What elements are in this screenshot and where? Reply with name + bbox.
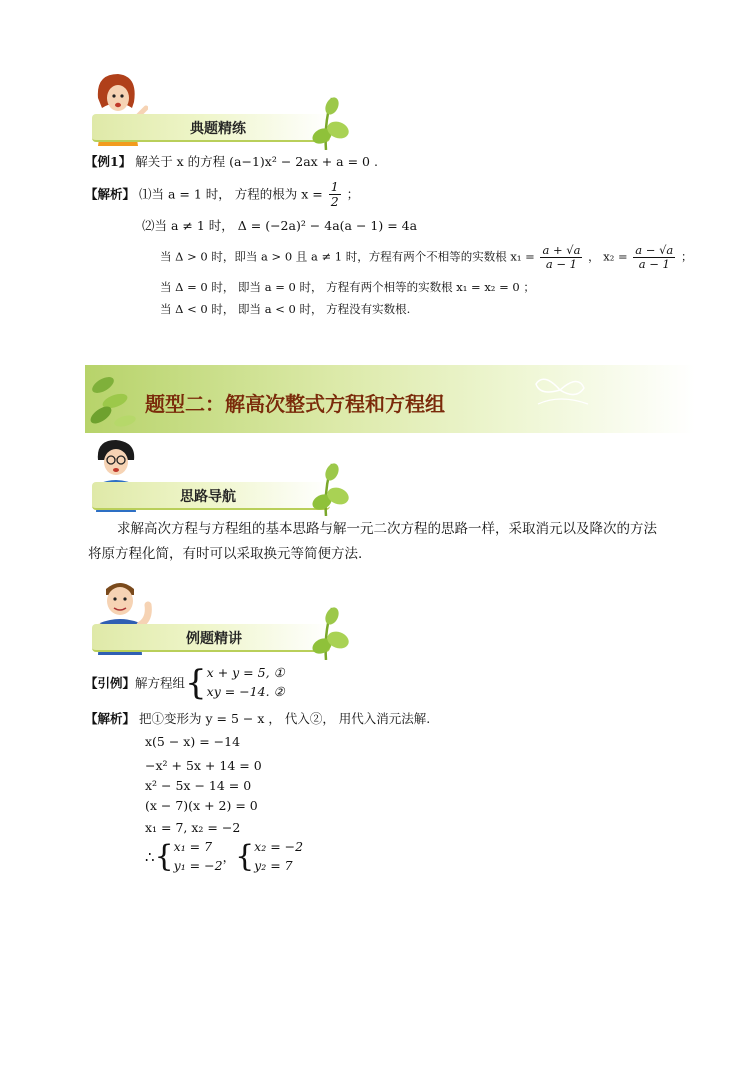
analysis-step-1 [85,180,359,210]
solution-step: x(5 − x) = −14 [145,734,241,749]
solution-pair-1 [174,838,223,876]
solution-1-x: x₁ = 7 [173,839,213,854]
banner-title: 例题精讲 [186,631,242,647]
example-intro [85,664,285,702]
fraction-one-half [329,180,341,210]
example-label: 【引例】 [85,675,136,691]
fraction-denominator: 2 [330,194,339,210]
solution-pair-2 [254,838,303,876]
leaf-decoration-icon [85,365,145,433]
final-solution [145,838,303,876]
solution-1-y: y₁ = −2 [173,857,223,873]
case1-mid: ， x₂ = [588,249,628,264]
example-label: 【例1】 [85,154,132,169]
example-text: 解方程组 [135,675,186,691]
leaf-ornament-icon [306,92,350,150]
analysis-label: 【解析】 [85,711,136,726]
solution-brace: { [235,838,255,874]
solution-step: x₁ = 7, x₂ = −2 [145,820,241,835]
analysis-label: 【解析】 [85,186,136,202]
fraction-numerator: a + √a [542,243,581,257]
step1-post: ； [346,186,360,202]
banner-title: 典题精练 [190,121,246,137]
analysis-text: 把①变形为 y = 5 − x ， 代入②， 用代入消元法解. [139,711,431,726]
equation-1: x + y = 5, ① [206,665,285,680]
step1-pre: ⑴当 a = 1 时， 方程的根为 x = [139,186,323,202]
equation-2: xy = −14. ② [206,683,285,699]
fraction-numerator: 1 [330,179,339,194]
example-text: 解关于 x 的方程 (a−1)x² − 2ax + a = 0 . [135,154,378,169]
leaf-ornament-icon [306,602,350,660]
fraction-x2 [633,244,675,271]
fraction-denominator: a − 1 [545,257,577,272]
butterfly-icon [530,370,590,410]
system-brace: { [185,662,207,703]
banner-title: 思路导航 [180,489,236,505]
case-delta-positive [160,244,692,271]
guide-paragraph-line-2: 将原方程化简，有时可以采取换元等简便方法. [88,546,363,562]
solution-2-y: y₂ = 7 [254,857,293,873]
solution-separator: ， [222,849,236,865]
solution-brace: { [154,838,174,874]
solution-2-x: x₂ = −2 [254,839,304,854]
solution-step: x² − 5x − 14 = 0 [145,778,252,793]
leaf-ornament-icon [306,458,350,516]
example-1 [85,154,378,169]
case-delta-zero: 当 Δ = 0 时， 即当 a = 0 时， 方程有两个相等的实数根 x₁ = x₂ = 0 ； [160,280,535,294]
therefore-symbol: ∴ [145,847,155,866]
solution-step: (x − 7)(x + 2) = 0 [145,798,258,813]
section-title: 题型二：解高次整式方程和方程组 [145,392,445,416]
analysis-step-2: ⑵当 a ≠ 1 时， Δ = (−2a)² − 4a(a − 1) = 4a [142,218,418,233]
solution-step: −x² + 5x + 14 = 0 [145,758,262,773]
case1-post: ； [680,249,693,264]
guide-paragraph-line-1: 求解高次方程与方程组的基本思路与解一元二次方程的思路一样，采取消元以及降次的方法 [117,521,657,537]
equation-system [207,664,285,702]
fraction-x1 [540,244,582,271]
case-delta-negative: 当 Δ < 0 时， 即当 a < 0 时， 方程没有实数根. [160,302,411,316]
fraction-numerator: a − √a [635,243,674,257]
fraction-denominator: a − 1 [638,257,670,272]
analysis-intro [85,711,430,726]
case1-pre: 当 Δ > 0 时，即当 a > 0 且 a ≠ 1 时，方程有两个不相等的实数根 x₁ = [160,249,535,264]
